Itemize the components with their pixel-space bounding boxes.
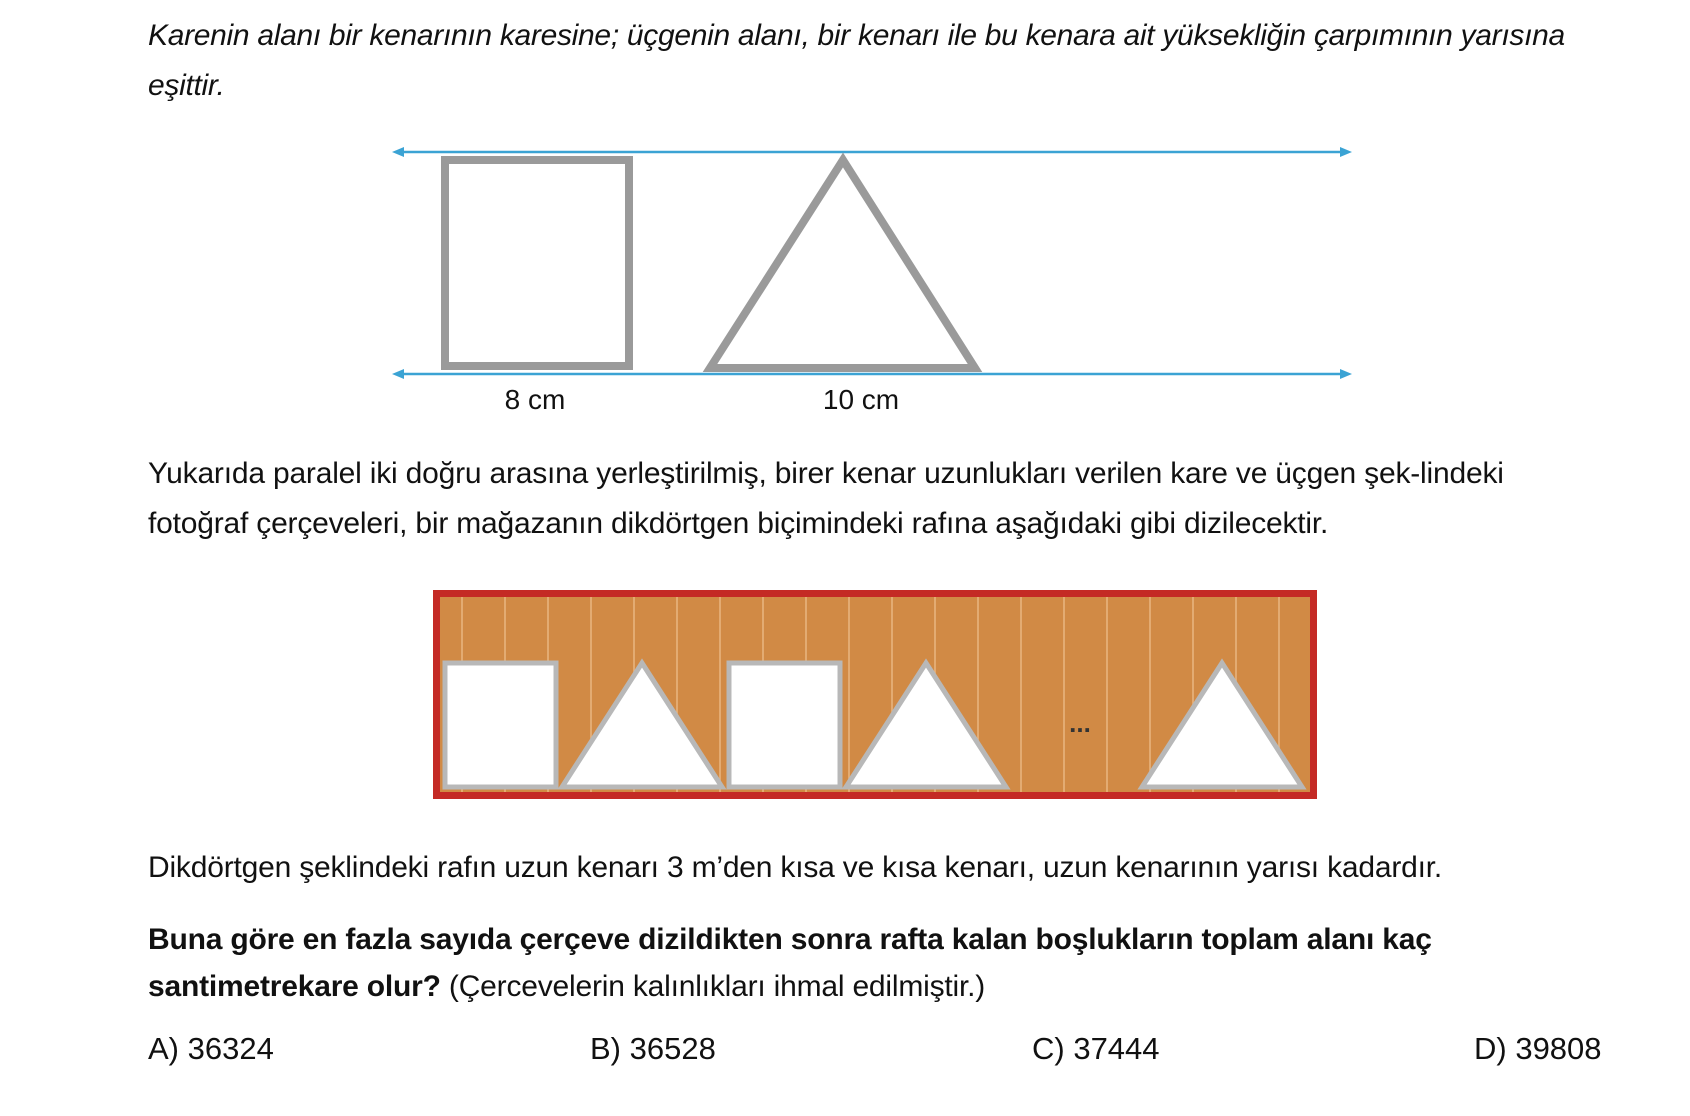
option-c[interactable]: C) 37444 xyxy=(1032,1031,1160,1066)
option-a[interactable]: A) 36324 xyxy=(148,1031,274,1066)
intro-text: Karenin alanı bir kenarının karesine; üçgenin alanı, bir kenarı ile bu kenara ait yüksekliğin çarpımının yarısına eşittir. xyxy=(148,19,1565,102)
square-side-label: 8 cm xyxy=(504,384,566,415)
shelf-ellipsis: ... xyxy=(1069,708,1091,738)
triangle-side-label: 10 cm xyxy=(822,384,900,415)
shelf-figure xyxy=(433,590,1317,799)
paragraph-shelf-description: Yukarıda paralel iki doğru arasına yerleştirilmiş, birer kenar uzunlukları verilen kare ve üçgen şek-lindeki fotoğraf çerçeveleri, bir mağazanın dikdörtgen biçimindeki rafına aşağıdaki gibi dizilecektir. xyxy=(148,457,1504,540)
shelf-square-frame-2 xyxy=(729,663,840,787)
question-text xyxy=(148,916,1593,1010)
option-b[interactable]: B) 36528 xyxy=(590,1031,716,1066)
question-bold: Buna göre en fazla sayıda çerçeve dizildikten sonra rafta kalan boşlukların toplam alanı kaç santimetrekare olur? xyxy=(148,923,1432,1003)
paragraph-shelf-dimensions: Dikdörtgen şeklindeki rafın uzun kenarı 3 m’den kısa ve kısa kenarı, uzun kenarının yarısı kadardır. xyxy=(148,851,1443,884)
square-frame xyxy=(445,160,629,366)
figure-parallel-lines xyxy=(398,152,1346,415)
option-d[interactable]: D) 39808 xyxy=(1474,1031,1602,1066)
shelf-square-frame-1 xyxy=(445,663,556,787)
triangle-frame xyxy=(710,160,975,368)
question-note: (Çercevelerin kalınlıkları ihmal edilmiştir.) xyxy=(448,970,986,1003)
